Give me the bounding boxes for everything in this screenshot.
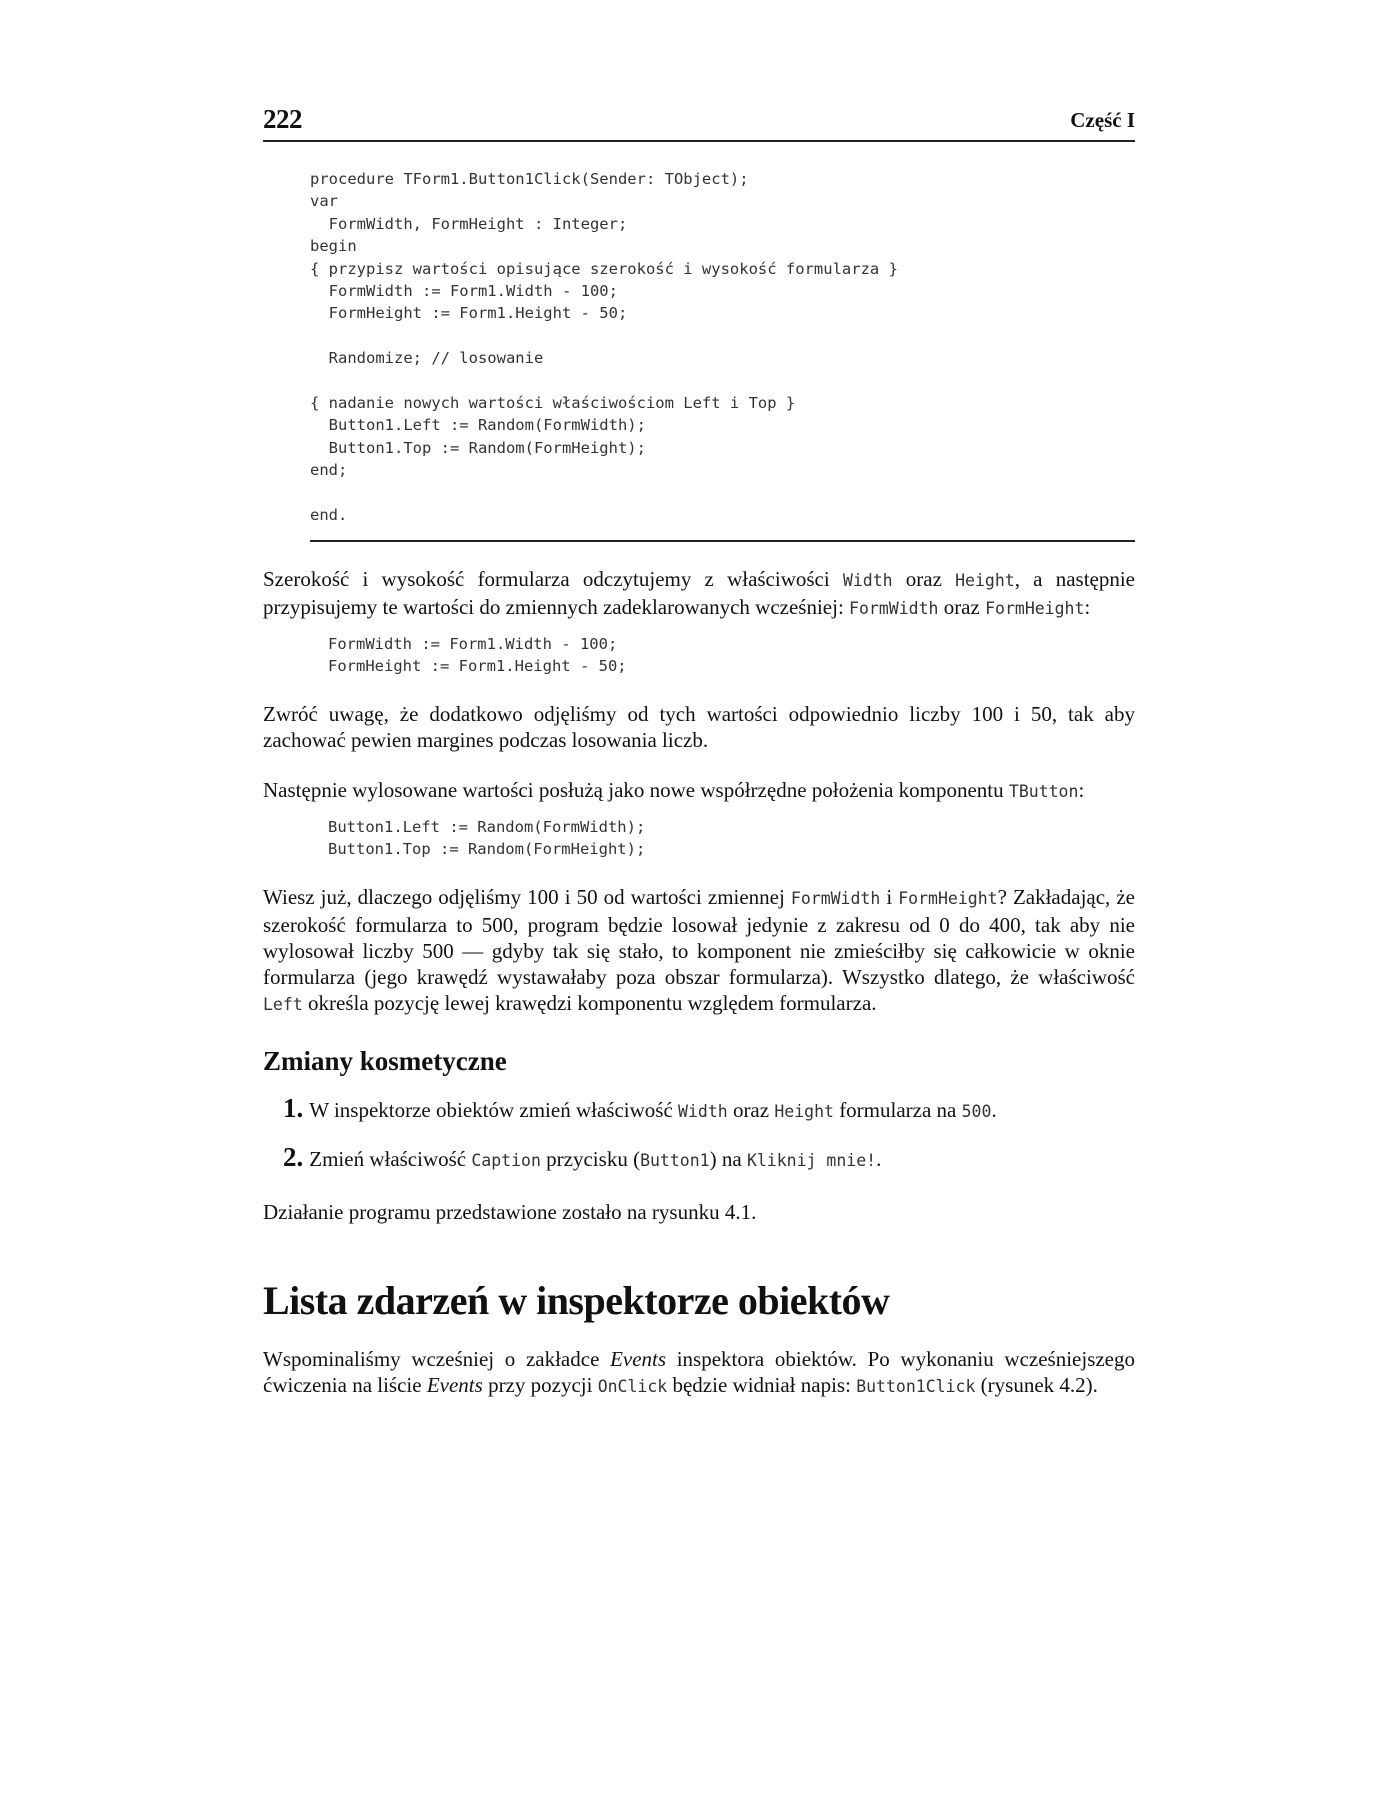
code-inline: Kliknij mnie!: [746, 1151, 877, 1170]
code-inline: FormHeight: [898, 889, 998, 908]
subheading-cosmetic-changes: Zmiany kosmetyczne: [263, 1046, 507, 1076]
code-inline: TButton: [1008, 782, 1079, 801]
text: Wiesz już, dlaczego odjęliśmy 100 i 50 od wartości zmiennej: [263, 885, 791, 909]
code-inline: OnClick: [597, 1377, 668, 1396]
code-inline: Left: [263, 995, 303, 1014]
text: ) na: [709, 1147, 747, 1171]
code-listing-rule: [310, 540, 1135, 542]
code-inline: FormWidth: [849, 599, 939, 618]
text: :: [1078, 778, 1085, 802]
text: przy pozycji: [482, 1373, 598, 1397]
text: :: [1084, 595, 1091, 619]
paragraph-margin-note: Zwróć uwagę, że dodatkowo odjęliśmy od tych wartości odpowiednio liczby 100 i 50, tak aby zachować pewien margines podczas losowania liczb.: [263, 702, 1135, 752]
paragraph-events-tab: [263, 1346, 1135, 1400]
text: Wspominaliśmy wcześniej o zakładce: [263, 1347, 611, 1371]
list-item: [283, 1095, 1133, 1125]
code-snippet-button-position: Button1.Left := Random(FormWidth); Button1.Top := Random(FormHeight);: [328, 818, 646, 859]
text: przycisku (: [540, 1147, 641, 1171]
list-item: [283, 1144, 1133, 1174]
code-inline: Width: [678, 1102, 728, 1121]
code-inline: Width: [842, 571, 893, 590]
section-heading-event-list: Lista zdarzeń w inspektorze obiektów: [263, 1278, 890, 1323]
code-inline: Height: [955, 571, 1015, 590]
page-header: [263, 104, 1135, 142]
list-number: 1.: [283, 1093, 304, 1123]
part-label: Część I: [1070, 108, 1135, 132]
list-number: 2.: [283, 1142, 304, 1172]
paragraph-new-coordinates: [263, 777, 1135, 805]
text: Zmień właściwość: [309, 1147, 472, 1171]
text: będzie widniał napis:: [667, 1373, 857, 1397]
code-inline: Height: [774, 1102, 834, 1121]
text: oraz: [938, 595, 986, 619]
text: oraz: [892, 567, 956, 591]
paragraph-width-height: [263, 566, 1135, 622]
text: W inspektorze obiektów zmień właściwość: [309, 1098, 679, 1122]
text: Szerokość i wysokość formularza odczytujemy z właściwości: [263, 567, 843, 591]
text: .: [876, 1147, 882, 1171]
text: Następnie wylosowane wartości posłużą jako nowe współrzędne położenia komponentu: [263, 778, 1009, 802]
emphasis: Events: [426, 1373, 483, 1397]
text: i: [880, 885, 899, 909]
code-listing: procedure TForm1.Button1Click(Sender: TObject); var FormWidth, FormHeight : Integer; begin { przypisz wartości opisujące szerokość i wysokość formularza } FormWidth := Form1.Width - 100; FormHeight := Form1.Height - 50; Randomize; // losowanie { nadanie nowych wartości właściwościom Left i Top } Button1.Left := Random(FormWidth); Button1.Top := Random(FormHeight); end; end.: [310, 170, 898, 525]
text: formularza na: [833, 1098, 962, 1122]
text: oraz: [727, 1098, 775, 1122]
code-inline: FormHeight: [985, 599, 1085, 618]
text: ? Zakładając, że szerokość formularza to 500, program będzie losował jedynie z zakresu od 0 do 400, tak aby nie wylosował liczby 500 — gdyby tak się stało, to komponent nie zmieściłby się całkowicie w oknie formularza (jego krawędź wystawałaby poza obszar formularza). Wszystko dlatego, że właściwość: [263, 885, 1135, 989]
code-inline: Caption: [471, 1151, 541, 1170]
code-inline: Button1: [640, 1151, 710, 1170]
text: .: [991, 1098, 997, 1122]
emphasis: Events: [610, 1347, 667, 1371]
text: , a następnie przypisujemy te wartości do zmiennych zadeklarowanych wcześniej:: [263, 567, 1136, 619]
text: określa pozycję lewej krawędzi komponentu względem formularza.: [302, 991, 877, 1015]
code-inline: Button1Click: [856, 1377, 976, 1396]
text: (rysunek 4.2).: [975, 1373, 1098, 1397]
paragraph-figure-reference: Działanie programu przedstawione zostało na rysunku 4.1.: [263, 1200, 757, 1224]
page-number: 222: [263, 104, 302, 134]
code-inline: 500: [961, 1102, 992, 1121]
code-snippet-form-size: FormWidth := Form1.Width - 100; FormHeight := Form1.Height - 50;: [328, 635, 627, 676]
code-inline: FormWidth: [790, 889, 881, 908]
paragraph-explanation: [263, 884, 1135, 1018]
text: inspektora obiektów. Po wykonaniu wcześniejszego ćwiczenia na liście: [263, 1347, 1136, 1397]
